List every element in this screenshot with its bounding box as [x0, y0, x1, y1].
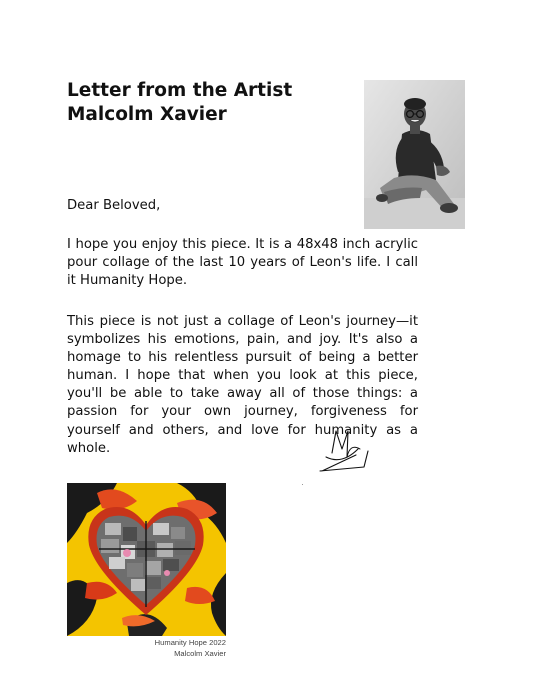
letter-paragraph-1: I hope you enjoy this piece. It is a 48x48 inch acrylic pour collage of the last 10 years of Leon's life. I call it Humanity Hope.: [67, 237, 418, 289]
artwork-caption-title: Humanity Hope 2022: [154, 638, 226, 647]
letter-title: Letter from the Artist: [67, 80, 293, 101]
letter-paragraph-2: This piece is not just a collage of Leon's journey—it symbolizes his emotions, pain, and joy. It's also a homage to his relentless pursuit of being a better human. I hope that when you look at this piece, you'll be able to take away all of those things: a passion for your own journey, forgiveness for yourself and others, and love for humanity as a whole.: [67, 314, 418, 456]
artist-name: Malcolm Xavier: [67, 104, 227, 125]
letter-heading: [67, 79, 337, 127]
artist-signature: [314, 427, 370, 475]
letter-salutation: Dear Beloved,: [67, 198, 161, 213]
artwork-image: [67, 483, 226, 636]
stray-mark: [302, 484, 303, 485]
artwork-caption-artist: Malcolm Xavier: [174, 649, 226, 658]
artwork-illustration: [67, 483, 226, 636]
